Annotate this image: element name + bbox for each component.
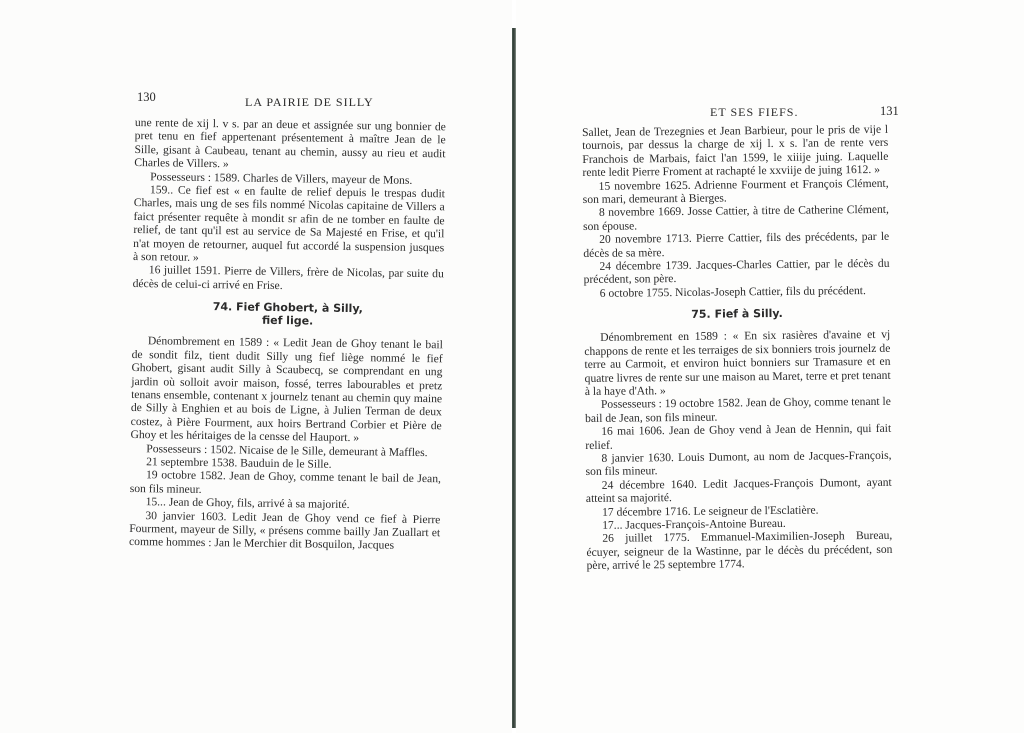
paragraph: 20 novembre 1713. Pierre Cattier, fils des précédents, par le décès de sa mère. [583, 230, 890, 260]
section-title-line: fief lige. [261, 314, 314, 328]
paragraph: Dénombrement en 1589 : « En six rasières d'avaine et vj chappons de rente et les terraiges de six bonniers trois journelz de terre au Carmoit, et environ huict bonniers sur Tramasure et en quatre livres de rente sur une maison au Maret, terre et pret tenant à la haye d'Ath. » [584, 328, 891, 398]
paragraph: Possesseurs : 1589. Charles de Villers, mayeur de Mons. [150, 169, 413, 187]
paragraph: 15 novembre 1625. Adrienne Fourment et François Clément, son mari, demeurant à Bierges. [582, 176, 889, 207]
paragraph: Dénombrement en 1589 : « Ledit Jean de Ghoy tenant le bail de sondit filz, tient dudit Silly ung fief liège nommé le fief Ghobert, gisant audit Silly à Scaubecq, se comprendant en ung jardin où solloit avoir maison, fossé, terres labourables et pretz tenans ensemble, contenant x journelz tenant au chemin quy maine de Silly à Enghien et au bois de Ligne, à Julien Terman de deux costez, à Pière Fourment, aux hoirs Bertrand Corbier et Pière de Ghoy et les héritaiges de la censse del Hauport. » [130, 334, 443, 445]
paragraph: 16 juillet 1591. Pierre de Villers, frère de Nicolas, par suite du décès de celui-ci arrivé en Frise. [132, 263, 444, 292]
paragraph: une rente de xij l. v s. par an deue et assignée sur ung bonnier de pret tenu en fief appertenant présentement à maître Jean de le Sille, gisant à Caubeau, tenant au chemin, aussy au rieu et audit Charles de Villers. » [134, 116, 446, 171]
paragraph: 8 janvier 1630. Louis Dumont, au nom de Jacques-François, son fils mineur. [585, 448, 892, 479]
paragraph: 19 octobre 1582. Jean de Ghoy, comme tenant le bail de Jean, son fils mineur. [129, 468, 442, 496]
section-title-74 [132, 299, 443, 329]
paragraph: 159.. Ce fief est « en faulte de relief depuis le trespas dudit Charles, mais ung de ses fils nommé Nicolas capitaine de Villers a faict présenter requête à mondit sr afin de ne tomber en faulte de relief, de tant qu'il est au service de Sa Majesté en Frise, et qu'il n'at moyen de retourner, auquel fut accordé la suspension jusques à son retour. » [132, 183, 446, 264]
paragraph: 17... Jacques-François-Antoine Bureau. [602, 516, 786, 532]
paragraph: 26 juillet 1775. Emmanuel-Maximilien-Joseph Bureau, écuyer, seigneur de la Wastinne, par le décès du précédent, son père, arrivé le 25 septembre 1774. [586, 529, 893, 573]
left-text-block [129, 116, 446, 553]
paragraph: Possesseurs : 19 octobre 1582. Jean de Ghoy, comme tenant le bail de Jean, son fils mineur. [584, 395, 891, 425]
paragraph: 30 janvier 1603. Ledit Jean de Ghoy vend ce fief à Pierre Fourment, mayeur de Silly, « présens comme bailly Jan Zuallart et comme hommes : Jan le Merchier dit Bosquilon, Jacques [128, 508, 441, 553]
paragraph: 17 décembre 1716. Le seigneur de l'Esclatière. [601, 503, 819, 519]
paragraph: 15... Jean de Ghoy, fils, arrivé à sa majorité. [145, 495, 350, 512]
paragraph: 6 octobre 1755. Nicolas-Joseph Cattier, fils du précédent. [599, 283, 866, 300]
section-title-75: 75. Fief à Silly. [691, 307, 783, 322]
section-title-line: 74. Fief Ghobert, à Silly, [212, 300, 363, 316]
right-text-block [582, 123, 893, 573]
left-page-number: 130 [137, 90, 156, 104]
left-running-head: LA PAIRIE DE SILLY [245, 95, 374, 109]
paragraph: 21 septembre 1538. Bauduin de le Sille. [146, 455, 332, 471]
paragraph: 24 décembre 1640. Ledit Jacques-François Dumont, ayant atteint sa majorité. [585, 475, 892, 506]
paragraph: Sallet, Jean de Trezegnies et Jean Barbieur, pour le pris de vije l tournois, par dessus la charge de xij l. x s. l'an de rente vers Franchois de Marbais, faict l'an 1599, le xiiije juing. Laquelle rente ledit Pierre Froment at rachapté le xxviije de juing 1612. » [582, 122, 889, 180]
paragraph: 16 mai 1606. Jean de Ghoy vend à Jean de Hennin, qui fait relief. [585, 421, 892, 452]
paragraph: 24 décembre 1739. Jacques-Charles Cattier, par le décès du précédent, son père. [583, 256, 890, 287]
paragraph: Possesseurs : 1502. Nicaise de le Sille, demeurant à Maffles. [146, 441, 428, 459]
paragraph: 8 novembre 1669. Josse Cattier, à titre de Catherine Clément, son épouse. [582, 203, 889, 233]
right-running-head: ET SES FIEFS. [710, 105, 799, 119]
right-page [516, 0, 1024, 733]
right-page-number: 131 [880, 104, 899, 118]
